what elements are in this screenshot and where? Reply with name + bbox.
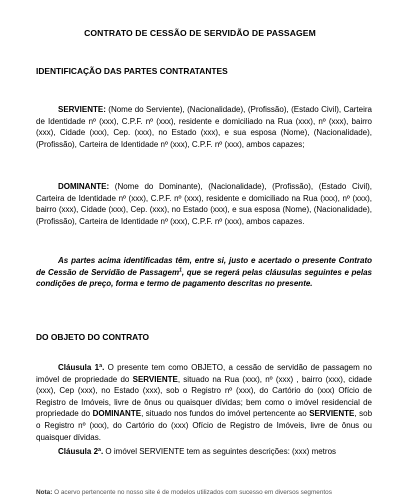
clausula-2-text: O imóvel SERVIENTE tem as seguintes descrições: (xxx) metros	[103, 447, 337, 456]
clausula-2-label: Cláusula 2ª.	[58, 447, 104, 456]
document-title: CONTRATO DE CESSÃO DE SERVIDÃO DE PASSAGEM	[84, 28, 316, 38]
clausula-1-bold-2: DOMINANTE	[92, 409, 142, 419]
dominante-label: DOMINANTE:	[58, 182, 110, 191]
clausula-1-text-1: O presente tem como OBJETO, a cessão de servidão de passagem no imóvel de propriedade do	[36, 363, 372, 384]
section-heading-identificacao: IDENTIFICAÇÃO DAS PARTES CONTRATANTES	[36, 66, 228, 76]
clausula-1-label: Cláusula 1ª.	[58, 363, 105, 372]
footer-note-label: Nota:	[36, 489, 53, 496]
dominante-text: (Nome do Dominante), (Nacionalidade), (Profissão), (Estado Civil), Carteira de Identidade nº (xxx), C.P.F. nº (xxx), residente e domiciliado na Rua (xxx), nº (xxx), bairro (xxx), Cidade (xxx), Cep. (xxx), no Estado (xxx), e sua esposa (Nome), (Nacionalidade), (Profissão), Carteira de Identidade nº (xxx), C.P.F. nº (xxx), ambos capazes.	[36, 182, 372, 226]
paragraph-serviente	[36, 104, 372, 150]
partes-text-before: As partes acima identificadas têm, entre si, justo e acertado o presente Contrato de Cessão de Servidão de Passagem	[36, 256, 372, 277]
paragraph-clausula-1	[36, 362, 372, 443]
clausula-1-bold-1: SERVIENTE	[132, 374, 178, 384]
partes-text-after: , que se regerá pelas cláusulas seguintes e pelas condições de preço, forma e termo de pagamento descritas no presente.	[36, 267, 372, 289]
clausula-1-text-2: , situado na Rua (xxx), nº (xxx) , bairro (xxx), cidade (xxx), Cep (xxx), no Estado (xxx), sob o Registro nº (xxx), do Cartório do (xxx) Ofício de Registro de Imóveis, livre de ônus ou quaisquer dívidas; bem como o imóvel residencial de propriedade do	[36, 374, 372, 419]
footnote-marker: 1	[179, 266, 182, 273]
serviente-text: (Nome do Serviente), (Nacionalidade), (Profissão), (Estado Civil), Carteira de Identidade nº (xxx), C.P.F. nº (xxx), residente e domiciliado na Rua (xxx), nº (xxx), bairro (xxx), Cidade (xxx), Cep. (xxx), no Estado (xxx), e sua esposa (Nome), (Nacionalidade), (Profissão), Carteira de Identidade nº (xxx), C.P.F. nº (xxx), ambos capazes;	[36, 105, 372, 149]
serviente-label: SERVIENTE:	[58, 105, 106, 114]
paragraph-partes	[36, 255, 372, 290]
section-heading-objeto: DO OBJETO DO CONTRATO	[36, 332, 150, 342]
footer-note-text: O acervo pertencente no nosso site é de modelos utilizados com sucesso em diversos segmentos	[52, 489, 332, 496]
paragraph-dominante	[36, 181, 372, 227]
clausula-1-text-3: , situado nos fundos do imóvel pertencente ao	[141, 409, 310, 419]
clausula-1-text-4: , sob o Registro nº (xxx), do Cartório do (xxx) Ofício de Registro de Imóveis, livre de ônus ou quaisquer dívidas.	[36, 409, 373, 442]
paragraph-clausula-2	[36, 446, 372, 458]
footer-note	[36, 489, 376, 496]
clausula-1-bold-3: SERVIENTE	[309, 409, 355, 419]
